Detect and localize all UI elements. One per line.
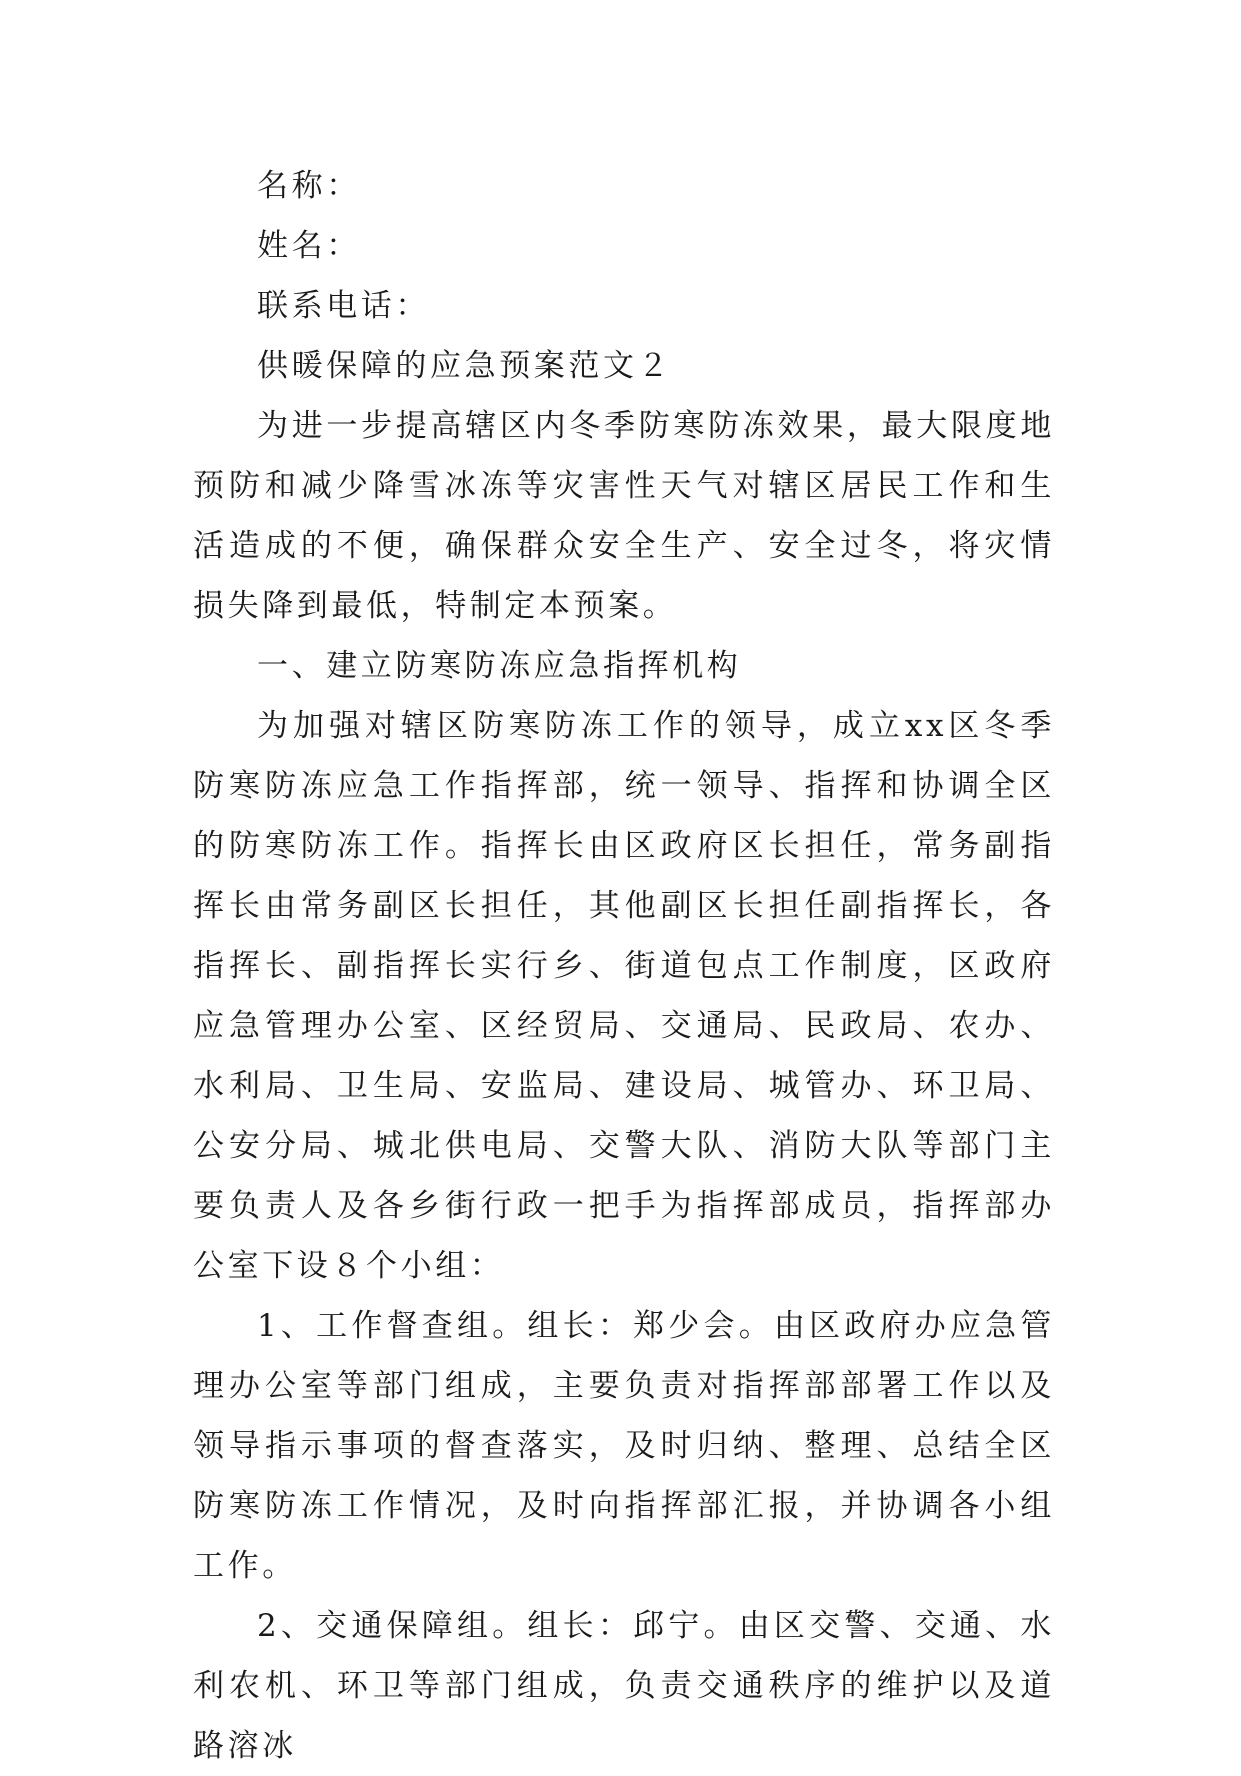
group-paragraph-2: 2、交通保障组。组长：邱宁。由区交警、交通、水利农机、环卫等部门组成，负责交通秩序的维护以及道路溶冰 [193, 1608, 1055, 1764]
section-body-paragraph: 为加强对辖区防寒防冻工作的领导，成立xx区冬季防寒防冻应急工作指挥部，统一领导、指挥和协调全区的防寒防冻工作。指挥长由区政府区长担任，常务副指挥长由常务副区长担任，其他副区长担任副指挥长，各指挥长、副指挥长实行乡、街道包点工作制度，区政府应急管理办公室、区经贸局、交通局、民政局、农办、水利局、卫生局、安监局、建设局、城管办、环卫局、公安分局、城北供电局、交警大队、消防大队等部门主要负责人及各乡街行政一把手为指挥部成员，指挥部办公室下设８个小组： [193, 708, 1055, 1284]
document-body [193, 156, 1055, 1776]
name-field-label: 名称： [257, 168, 361, 204]
document-title: 供暖保障的应急预案范文２ [257, 348, 673, 384]
intro-paragraph: 为进一步提高辖区内冬季防寒防冻效果，最大限度地预防和减少降雪冰冻等灾害性天气对辖区居民工作和生活造成的不便，确保群众安全生产、安全过冬，将灾情损失降到最低，特制定本预案。 [193, 408, 1055, 624]
person-field-label: 姓名： [257, 228, 361, 264]
phone-field-label: 联系电话： [257, 288, 430, 324]
group-paragraph-1: 1、工作督查组。组长：郑少会。由区政府办应急管理办公室等部门组成，主要负责对指挥部部署工作以及领导指示事项的督查落实，及时归纳、整理、总结全区防寒防冻工作情况，及时向指挥部汇报，并协调各小组工作。 [193, 1308, 1055, 1584]
section-heading: 一、建立防寒防冻应急指挥机构 [257, 648, 742, 684]
